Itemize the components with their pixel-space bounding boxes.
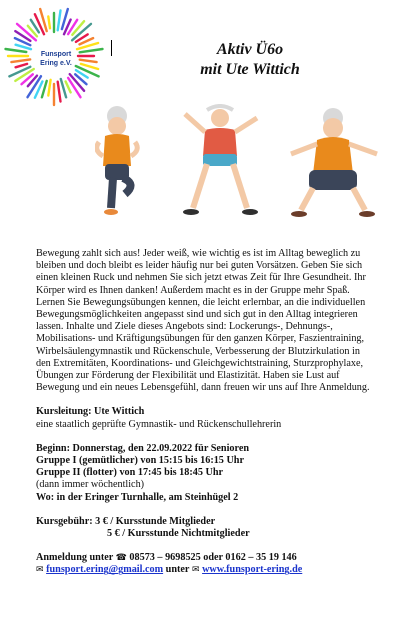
course-leader: Kursleitung: Ute Wittich <box>36 406 145 418</box>
flyer-content <box>36 248 376 577</box>
logo-line1: Funsport <box>40 51 72 58</box>
registration-online <box>36 564 376 576</box>
registration-phone <box>36 552 376 564</box>
text-cursor <box>111 40 112 56</box>
course-description: Bewegung zahlt sich aus! Jeder weiß, wie wichtig es ist im Alltag beweglich zu bleiben und doch bleibt es leider häufig nur bei guten Vorsätzen. Geben Sie sich einen kleinen Ruck und nehmen Sie sich jetzt etwas Zeit für Ihre Gesundheit. Ihr Körper wird es Ihnen danken! Außerdem macht es in der Gruppe mehr Spaß. Lernen Sie Bewegungsübungen kennen, die leicht erlernbar, an die individuellen Bewegungsmöglichkeiten angepasst sind und sich gut in den Alltag integrieren lassen. Inhalte und Ziele dieses Angebots sind: Lockerungs-, Dehnungs-, Mobilisations- und Kräftigungsübungen für den ganzen Körper, Faszientraining, Wirbelsäulengymnastik und Rückenschule, Verbesserung der Blutzirkulation in den Extremitäten, Koordinations- und Gleichgewichtstraining, Sturzprophylaxe, Übungen zur Förderung der Flexibilität und Elastizität. Haben sie Lust auf Bewegung und ein neues Lebensgefühl, dann freuen wir uns auf Ihre Anmeldung. <box>36 248 370 394</box>
envelope-icon: ✉ <box>36 565 44 576</box>
website-link[interactable]: www.funsport-ering.de <box>202 564 303 576</box>
fee-members: Kursgebühr: 3 € / Kursstunde Mitglieder <box>36 515 216 527</box>
envelope-icon: ✉ <box>191 565 200 576</box>
weekly-note: (dann immer wöchentlich) <box>36 479 145 491</box>
logo-text <box>36 50 76 68</box>
location: Wo: in der Eringer Turnhalle, am Steinhügel 2 <box>36 491 239 503</box>
telephone-icon: ☎ <box>115 553 127 564</box>
fee-nonmembers: 5 € / Kursstunde Nichtmitglieder <box>107 528 250 540</box>
group-two-time: Gruppe II (flotter) von 17:45 bis 18:45 Uhr <box>36 467 224 479</box>
registration-label: Anmeldung unter <box>36 552 114 564</box>
senior-figure-left <box>97 106 138 215</box>
leader-qualification: eine staatlich geprüfte Gymnastik- und Rückenschullehrerin <box>36 418 282 430</box>
start-date: Beginn: Donnerstag, den 22.09.2022 für Senioren <box>36 442 250 454</box>
title-line2: mit Ute Wittich <box>200 61 300 78</box>
seniors-exercising-illustration <box>95 104 385 224</box>
title-line1: Aktiv Ü6o <box>216 41 284 58</box>
senior-figure-middle <box>183 106 258 215</box>
senior-figure-right <box>291 108 377 217</box>
page-title <box>120 40 380 80</box>
email-link[interactable]: funsport.ering@gmail.com <box>46 564 164 576</box>
logo-line2: Ering e.V. <box>40 60 72 67</box>
online-connector: unter <box>165 564 190 576</box>
phone-numbers: 08573 – 9698525 oder 0162 – 35 19 146 <box>129 552 297 564</box>
club-logo <box>2 4 106 108</box>
group-one-time: Gruppe I (gemütlicher) von 15:15 bis 16:15 Uhr <box>36 455 244 467</box>
